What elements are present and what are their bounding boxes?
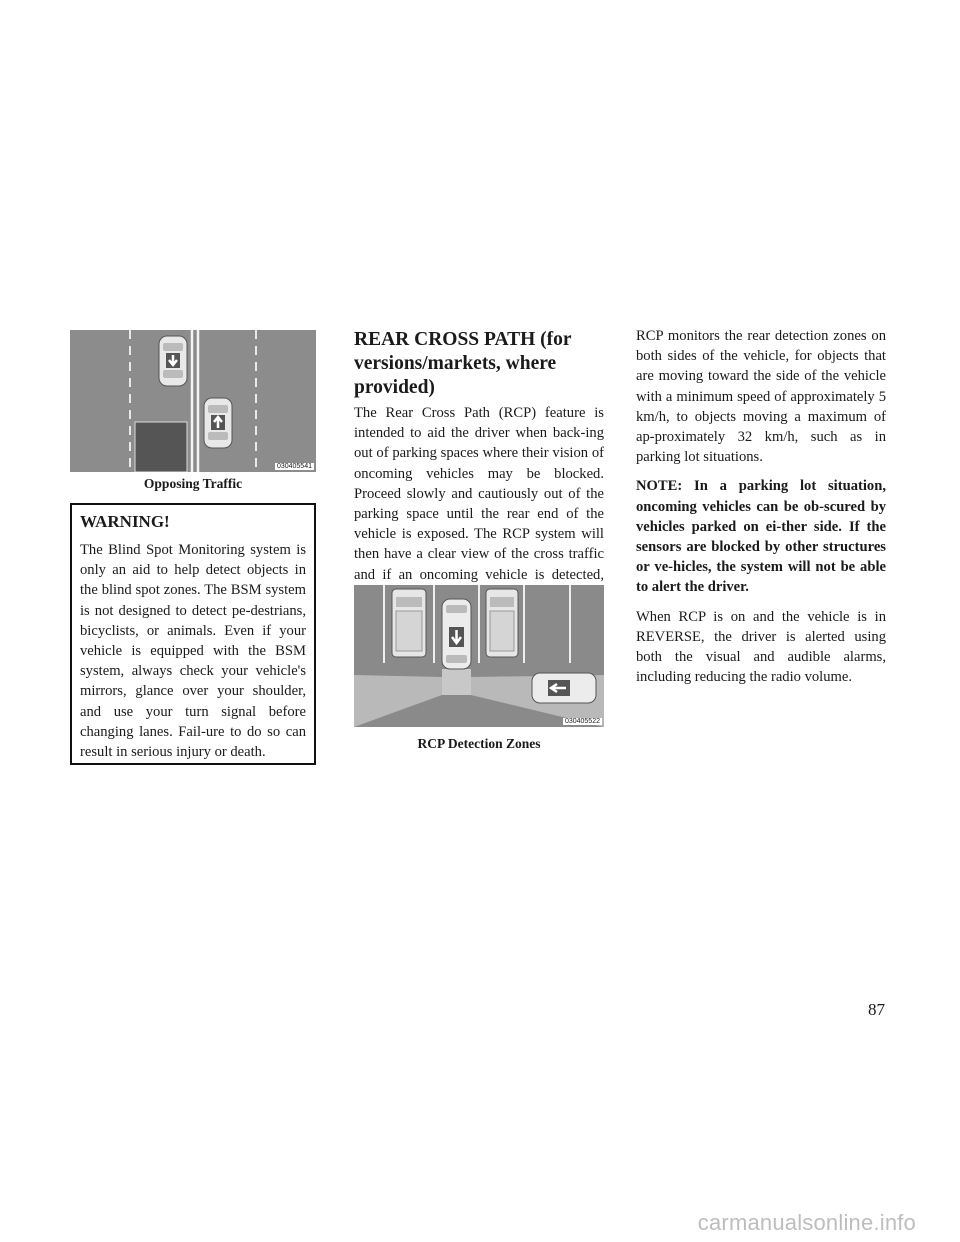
cross-traffic-vehicle-icon [532,673,596,703]
subject-car-icon [204,398,232,448]
figure-code: 030405541 [276,463,312,470]
oncoming-car-icon [159,336,187,386]
figure-code: 030405522 [564,718,600,725]
section-heading: REAR CROSS PATH (for versions/markets, where provided) [354,329,572,398]
watermark: carmanualsonline.info [697,1210,916,1235]
opposing-traffic-figure [70,330,316,472]
right-column [636,326,886,687]
opposing-traffic-caption: Opposing Traffic [143,476,243,491]
parked-vehicle-icon [392,589,426,657]
rcp-zones-caption: RCP Detection Zones [417,736,541,751]
reversing-vehicle-icon [442,599,471,669]
rcp-paragraph-1: RCP monitors the rear detection zones on both sides of the vehicle, for objects that are moving toward the side of the vehicle with a minimum speed of approximately 5 km/h, to objects moving a maximum of ap-proximately 32 km/h, such as in parking lot situations. [636,328,886,466]
rcp-zones-illustration [354,585,604,727]
parked-vehicle-icon [486,589,518,657]
warning-body: The Blind Spot Monitoring system is only an aid to help detect objects in the blind spot zones. The BSM system is not designed to detect pe-destrians, bicyclists, or animals. Even if your vehicle is equipped with the BSM system, always check your vehicle's mirrors, glance over your shoulder, and use your turn signal before changing lanes. Fail-ure to do so can result in serious injury or death. [80,542,306,761]
section-intro: The Rear Cross Path (RCP) feature is intended to aid the driver when back-ing out of parking spaces where their vision of oncoming vehicles may be blocked. Proceed slowly and cautiously out of the parking space until the rear end of the vehicle is exposed. The RCP system will then have a clear view of the cross traffic and if an oncoming vehicle is detected, [354,405,604,583]
warning-box [70,503,316,765]
opposing-traffic-illustration [70,330,316,472]
rcp-note: NOTE: In a parking lot situation, oncoming vehicles can be ob-scured by vehicles parked on ei-ther side. If the sensors are blocked by other structures or ve-hicles, the system will not be able to alert the driver. [636,478,886,596]
rcp-paragraph-2: When RCP is on and the vehicle is in REVERSE, the driver is alerted using both the visual and audible alarms, including reducing the radio volume. [636,608,886,686]
page-number: 87 [868,1000,885,1019]
warning-title: WARNING! [80,512,170,531]
middle-column [354,403,604,605]
rcp-zones-figure [354,585,604,727]
